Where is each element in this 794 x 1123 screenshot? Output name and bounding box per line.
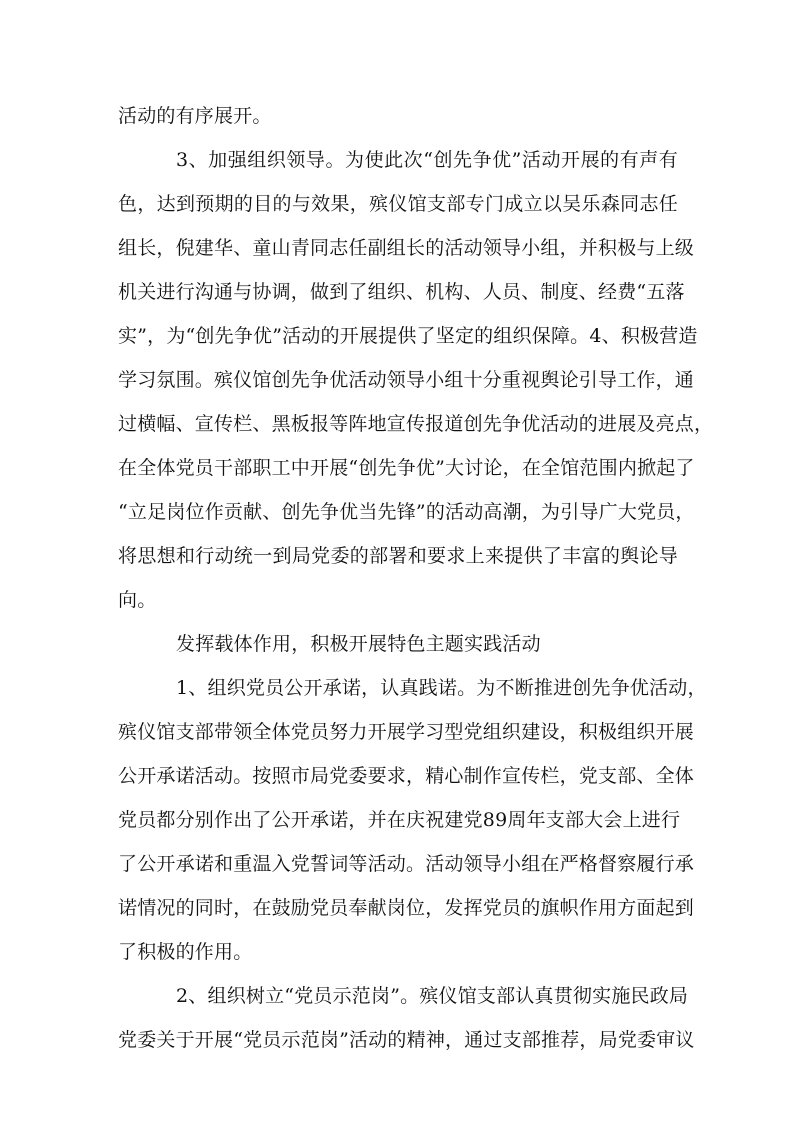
paragraph-line: 过横幅、宣传栏、黑板报等阵地宣传报道创先争优活动的进展及亮点，	[118, 413, 714, 435]
paragraph-line: 3、加强组织领导。为使此次“创先争优”活动开展的有声有	[176, 149, 678, 171]
paragraph-line: 殡仪馆支部带领全体党员努力开展学习型党组织建设，积极组织开展	[118, 721, 695, 743]
paragraph-line: 了公开承诺和重温入党誓词等活动。活动领导小组在严格督察履行承	[118, 853, 695, 875]
paragraph-line: 组长，倪建华、童山青同志任副组长的活动领导小组，并积极与上级	[118, 237, 695, 259]
paragraph-line: 党员都分别作出了公开承诺，并在庆祝建党89周年支部大会上进行	[118, 809, 681, 831]
paragraph-line: 机关进行沟通与协调，做到了组织、机构、人员、制度、经费“五落	[118, 281, 685, 303]
paragraph-line: 1、组织党员公开承诺，认真践诺。为不断推进创先争优活动，	[176, 677, 707, 699]
paragraph-line: 诺情况的同时，在鼓励党员奉献岗位，发挥党员的旗帜作用方面起到	[118, 897, 695, 919]
paragraph-line: “立足岗位作贡献、创先争优当先锋”的活动高潮，为引导广大党员，	[118, 501, 695, 523]
paragraph-line: 将思想和行动统一到局党委的部署和要求上来提供了丰富的舆论导	[118, 545, 678, 567]
paragraph-line: 2、组织树立“党员示范岗”。殡仪馆支部认真贯彻实施民政局	[176, 985, 689, 1007]
section-heading: 发挥载体作用，积极开展特色主题实践活动	[176, 633, 541, 655]
paragraph-line: 色，达到预期的目的与效果，殡仪馆支部专门成立以吴乐森同志任	[118, 193, 678, 215]
paragraph-line: 实”，为“创先争优”活动的开展提供了坚定的组织保障。4、积极营造	[118, 325, 698, 347]
paragraph-line: 学习氛围。殡仪馆创先争优活动领导小组十分重视舆论引导工作，通	[118, 369, 695, 391]
paragraph-line: 公开承诺活动。按照市局党委要求，精心制作宣传栏，党支部、全体	[118, 765, 695, 787]
paragraph-line: 活动的有序展开。	[118, 105, 272, 127]
paragraph-line: 在全体党员干部职工中开展“创先争优”大讨论，在全馆范围内掀起了	[118, 457, 695, 479]
paragraph-line: 了积极的作用。	[118, 941, 253, 963]
paragraph-line: 党委关于开展“党员示范岗”活动的精神，通过支部推荐，局党委审议	[118, 1029, 695, 1051]
paragraph-line: 向。	[118, 589, 157, 611]
